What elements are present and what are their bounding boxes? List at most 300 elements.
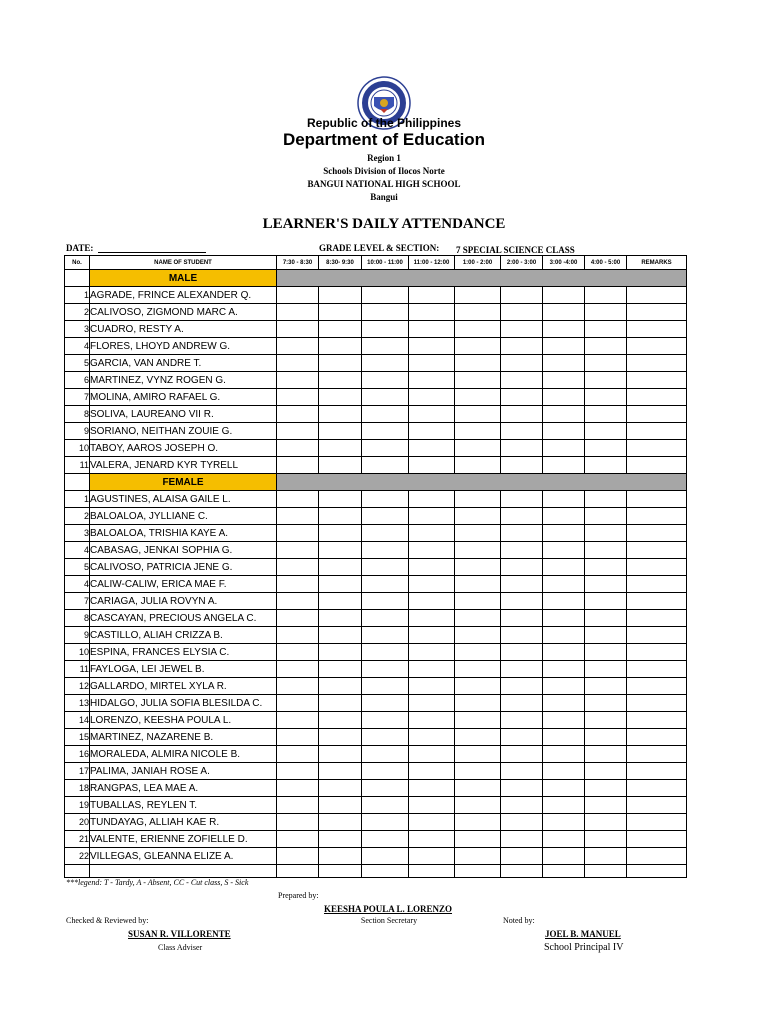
attendance-cell: [501, 746, 543, 763]
student-row: [65, 661, 687, 678]
attendance-cell: [362, 610, 409, 627]
attendance-cell: [627, 423, 687, 440]
attendance-cell: [585, 831, 627, 848]
attendance-cell: [409, 746, 455, 763]
student-name: CALIVOSO, PATRICIA JENE G.: [90, 559, 277, 576]
attendance-cell: [409, 678, 455, 695]
student-name: TABOY, AAROS JOSEPH O.: [90, 440, 277, 457]
student-number: 10: [65, 440, 90, 457]
attendance-cell: [585, 338, 627, 355]
student-number: 1: [65, 491, 90, 508]
attendance-cell: [409, 542, 455, 559]
column-header: 1:00 - 2:00: [455, 256, 501, 270]
attendance-cell: [277, 423, 319, 440]
attendance-cell: [585, 559, 627, 576]
attendance-cell: [409, 440, 455, 457]
attendance-cell: [409, 406, 455, 423]
attendance-cell: [277, 746, 319, 763]
attendance-cell: [627, 321, 687, 338]
student-number: 16: [65, 746, 90, 763]
attendance-cell: [543, 559, 585, 576]
attendance-cell: [501, 661, 543, 678]
attendance-cell: [543, 491, 585, 508]
empty-cell: [543, 865, 585, 878]
student-name: CABASAG, JENKAI SOPHIA G.: [90, 542, 277, 559]
attendance-cell: [543, 695, 585, 712]
student-row: [65, 491, 687, 508]
attendance-cell: [627, 746, 687, 763]
attendance-cell: [501, 729, 543, 746]
student-row: [65, 576, 687, 593]
student-row: [65, 338, 687, 355]
section-label: MALE: [90, 270, 277, 287]
student-number: 17: [65, 763, 90, 780]
attendance-cell: [319, 848, 362, 865]
student-name: MARTINEZ, VYNZ ROGEN G.: [90, 372, 277, 389]
attendance-cell: [319, 831, 362, 848]
attendance-cell: [543, 814, 585, 831]
student-name: MARTINEZ, NAZARENE B.: [90, 729, 277, 746]
attendance-cell: [543, 321, 585, 338]
student-row: [65, 559, 687, 576]
attendance-cell: [362, 644, 409, 661]
student-row: [65, 525, 687, 542]
attendance-cell: [543, 287, 585, 304]
region-label: Region 1: [367, 153, 401, 163]
attendance-cell: [585, 508, 627, 525]
attendance-cell: [362, 287, 409, 304]
empty-cell: [319, 865, 362, 878]
attendance-cell: [455, 304, 501, 321]
attendance-cell: [409, 304, 455, 321]
attendance-cell: [627, 508, 687, 525]
attendance-cell: [543, 780, 585, 797]
student-name: VILLEGAS, GLEANNA ELIZE A.: [90, 848, 277, 865]
attendance-cell: [627, 338, 687, 355]
attendance-cell: [543, 797, 585, 814]
student-number: 2: [65, 304, 90, 321]
attendance-cell: [627, 372, 687, 389]
student-number: 8: [65, 610, 90, 627]
attendance-cell: [627, 627, 687, 644]
student-name: CASTILLO, ALIAH CRIZZA B.: [90, 627, 277, 644]
attendance-cell: [319, 763, 362, 780]
student-name: VALENTE, ERIENNE ZOFIELLE D.: [90, 831, 277, 848]
student-row: [65, 287, 687, 304]
attendance-cell: [319, 440, 362, 457]
attendance-cell: [585, 457, 627, 474]
attendance-cell: [409, 576, 455, 593]
attendance-cell: [501, 797, 543, 814]
attendance-cell: [585, 610, 627, 627]
attendance-cell: [627, 389, 687, 406]
attendance-cell: [543, 355, 585, 372]
student-number: 7: [65, 593, 90, 610]
attendance-cell: [409, 338, 455, 355]
attendance-cell: [277, 355, 319, 372]
attendance-cell: [362, 746, 409, 763]
attendance-cell: [277, 321, 319, 338]
attendance-cell: [277, 678, 319, 695]
attendance-cell: [362, 559, 409, 576]
attendance-cell: [409, 423, 455, 440]
attendance-cell: [543, 304, 585, 321]
student-name: CARIAGA, JULIA ROVYN A.: [90, 593, 277, 610]
attendance-cell: [543, 729, 585, 746]
attendance-cell: [319, 627, 362, 644]
student-row: [65, 797, 687, 814]
attendance-cell: [409, 695, 455, 712]
attendance-cell: [362, 525, 409, 542]
student-name: FLORES, LHOYD ANDREW G.: [90, 338, 277, 355]
attendance-cell: [543, 644, 585, 661]
student-name: BALOALOA, TRISHIA KAYE A.: [90, 525, 277, 542]
attendance-cell: [501, 372, 543, 389]
attendance-cell: [585, 542, 627, 559]
attendance-cell: [409, 729, 455, 746]
attendance-cell: [455, 576, 501, 593]
attendance-cell: [362, 321, 409, 338]
attendance-cell: [455, 440, 501, 457]
attendance-cell: [627, 797, 687, 814]
attendance-cell: [455, 814, 501, 831]
attendance-cell: [319, 355, 362, 372]
attendance-cell: [455, 610, 501, 627]
attendance-cell: [455, 525, 501, 542]
attendance-cell: [362, 814, 409, 831]
student-name: AGUSTINES, ALAISA GAILE L.: [90, 491, 277, 508]
attendance-cell: [362, 678, 409, 695]
student-name: BALOALOA, JYLLIANE C.: [90, 508, 277, 525]
attendance-cell: [627, 678, 687, 695]
student-number: 11: [65, 661, 90, 678]
attendance-cell: [409, 491, 455, 508]
attendance-cell: [409, 797, 455, 814]
attendance-cell: [501, 457, 543, 474]
section-label: FEMALE: [90, 474, 277, 491]
attendance-cell: [319, 372, 362, 389]
student-number: 4: [65, 542, 90, 559]
attendance-cell: [501, 814, 543, 831]
attendance-cell: [277, 763, 319, 780]
column-header: NAME OF STUDENT: [90, 256, 277, 270]
student-row: [65, 457, 687, 474]
attendance-cell: [409, 780, 455, 797]
checked-by-label: Checked & Reviewed by:: [66, 916, 149, 925]
student-row: [65, 695, 687, 712]
student-number: 11: [65, 457, 90, 474]
noted-by-label: Noted by:: [503, 916, 535, 925]
attendance-cell: [501, 610, 543, 627]
attendance-cell: [543, 372, 585, 389]
attendance-cell: [409, 389, 455, 406]
attendance-cell: [627, 304, 687, 321]
attendance-cell: [455, 423, 501, 440]
attendance-cell: [277, 695, 319, 712]
attendance-cell: [409, 321, 455, 338]
attendance-cell: [362, 542, 409, 559]
student-row: [65, 831, 687, 848]
attendance-cell: [627, 644, 687, 661]
attendance-cell: [409, 355, 455, 372]
attendance-cell: [501, 406, 543, 423]
attendance-cell: [455, 763, 501, 780]
empty-cell: [362, 865, 409, 878]
student-number: 21: [65, 831, 90, 848]
attendance-cell: [319, 457, 362, 474]
attendance-cell: [627, 848, 687, 865]
student-number: 10: [65, 644, 90, 661]
attendance-cell: [585, 304, 627, 321]
attendance-cell: [319, 321, 362, 338]
attendance-cell: [277, 372, 319, 389]
student-number: 9: [65, 423, 90, 440]
attendance-cell: [362, 729, 409, 746]
attendance-cell: [362, 797, 409, 814]
section-band: [277, 270, 687, 287]
attendance-cell: [362, 576, 409, 593]
student-name: TUBALLAS, REYLEN T.: [90, 797, 277, 814]
checker-role: Class Adviser: [158, 943, 203, 952]
attendance-cell: [585, 797, 627, 814]
student-row: [65, 508, 687, 525]
attendance-cell: [585, 644, 627, 661]
attendance-cell: [543, 576, 585, 593]
student-row: [65, 848, 687, 865]
attendance-cell: [277, 814, 319, 831]
student-row: [65, 355, 687, 372]
student-row: [65, 542, 687, 559]
attendance-cell: [409, 593, 455, 610]
attendance-cell: [543, 610, 585, 627]
attendance-cell: [627, 593, 687, 610]
attendance-cell: [627, 610, 687, 627]
column-header: 3:00 -4:00: [543, 256, 585, 270]
student-number: 13: [65, 695, 90, 712]
attendance-cell: [362, 712, 409, 729]
attendance-cell: [409, 644, 455, 661]
student-row: [65, 610, 687, 627]
attendance-cell: [455, 321, 501, 338]
student-number: 5: [65, 355, 90, 372]
student-number: 3: [65, 525, 90, 542]
attendance-cell: [501, 508, 543, 525]
attendance-cell: [362, 440, 409, 457]
attendance-cell: [277, 627, 319, 644]
attendance-cell: [501, 695, 543, 712]
attendance-cell: [455, 712, 501, 729]
attendance-cell: [319, 746, 362, 763]
attendance-cell: [277, 712, 319, 729]
attendance-cell: [455, 287, 501, 304]
attendance-cell: [501, 304, 543, 321]
date-label: DATE:: [66, 243, 94, 253]
attendance-cell: [277, 729, 319, 746]
empty-cell: [501, 865, 543, 878]
attendance-cell: [501, 712, 543, 729]
student-row: [65, 780, 687, 797]
attendance-cell: [627, 525, 687, 542]
attendance-cell: [501, 559, 543, 576]
attendance-cell: [627, 712, 687, 729]
attendance-cell: [319, 712, 362, 729]
attendance-cell: [362, 780, 409, 797]
attendance-cell: [543, 423, 585, 440]
attendance-cell: [319, 525, 362, 542]
student-name: SOLIVA, LAUREANO VII R.: [90, 406, 277, 423]
attendance-cell: [277, 525, 319, 542]
attendance-cell: [455, 491, 501, 508]
attendance-cell: [409, 508, 455, 525]
attendance-cell: [409, 610, 455, 627]
attendance-cell: [455, 848, 501, 865]
attendance-cell: [543, 338, 585, 355]
attendance-cell: [585, 678, 627, 695]
attendance-cell: [543, 831, 585, 848]
column-header: 4:00 - 5:00: [585, 256, 627, 270]
attendance-cell: [277, 304, 319, 321]
attendance-cell: [543, 763, 585, 780]
attendance-cell: [501, 525, 543, 542]
attendance-cell: [543, 440, 585, 457]
student-name: CASCAYAN, PRECIOUS ANGELA C.: [90, 610, 277, 627]
attendance-cell: [627, 287, 687, 304]
student-number: 6: [65, 372, 90, 389]
student-row: [65, 304, 687, 321]
attendance-cell: [501, 287, 543, 304]
section-band: [277, 474, 687, 491]
attendance-cell: [543, 525, 585, 542]
attendance-cell: [585, 440, 627, 457]
table-header-row: [65, 256, 687, 270]
attendance-cell: [409, 763, 455, 780]
attendance-cell: [501, 423, 543, 440]
attendance-cell: [362, 338, 409, 355]
attendance-cell: [627, 814, 687, 831]
attendance-cell: [362, 355, 409, 372]
attendance-cell: [319, 491, 362, 508]
empty-cell: [585, 865, 627, 878]
attendance-cell: [455, 457, 501, 474]
attendance-cell: [627, 661, 687, 678]
student-row: [65, 627, 687, 644]
attendance-cell: [627, 491, 687, 508]
attendance-cell: [501, 831, 543, 848]
attendance-cell: [409, 712, 455, 729]
school-name: BANGUI NATIONAL HIGH SCHOOL: [307, 179, 461, 189]
attendance-cell: [543, 457, 585, 474]
column-header: 11:00 - 12:00: [409, 256, 455, 270]
student-name: TUNDAYAG, ALLIAH KAE R.: [90, 814, 277, 831]
section-header-row: [65, 270, 687, 287]
attendance-cell: [319, 508, 362, 525]
student-row: [65, 814, 687, 831]
attendance-cell: [362, 848, 409, 865]
attendance-cell: [455, 746, 501, 763]
attendance-cell: [362, 508, 409, 525]
column-header: REMARKS: [627, 256, 687, 270]
attendance-cell: [319, 593, 362, 610]
student-row: [65, 763, 687, 780]
department-title: Department of Education: [282, 130, 486, 149]
attendance-cell: [585, 814, 627, 831]
attendance-cell: [627, 457, 687, 474]
attendance-cell: [501, 848, 543, 865]
attendance-cell: [362, 695, 409, 712]
student-row: [65, 423, 687, 440]
attendance-cell: [543, 678, 585, 695]
student-row: [65, 678, 687, 695]
student-row: [65, 593, 687, 610]
column-header: 8:30- 9:30: [319, 256, 362, 270]
attendance-cell: [455, 797, 501, 814]
attendance-cell: [627, 695, 687, 712]
attendance-cell: [501, 321, 543, 338]
attendance-cell: [455, 661, 501, 678]
attendance-cell: [319, 389, 362, 406]
division-label: Schools Division of Ilocos Norte: [323, 166, 445, 176]
attendance-cell: [627, 355, 687, 372]
attendance-cell: [319, 338, 362, 355]
student-number: 22: [65, 848, 90, 865]
attendance-cell: [319, 423, 362, 440]
student-row: [65, 406, 687, 423]
empty-cell: [65, 474, 90, 491]
attendance-cell: [409, 661, 455, 678]
attendance-cell: [455, 644, 501, 661]
student-name: CUADRO, RESTY A.: [90, 321, 277, 338]
column-header: 2:00 - 3:00: [501, 256, 543, 270]
noter-role: School Principal IV: [544, 942, 624, 953]
legend-note: ***legend: T - Tardy, A - Absent, CC - Cut class, S - Sick: [66, 878, 249, 887]
attendance-cell: [319, 780, 362, 797]
empty-cell: [277, 865, 319, 878]
republic-label: Republic of the Philippines: [306, 116, 461, 130]
attendance-cell: [501, 440, 543, 457]
attendance-cell: [543, 746, 585, 763]
attendance-cell: [543, 389, 585, 406]
attendance-cell: [585, 780, 627, 797]
attendance-cell: [319, 814, 362, 831]
student-name: MOLINA, AMIRO RAFAEL G.: [90, 389, 277, 406]
attendance-cell: [362, 831, 409, 848]
student-row: [65, 372, 687, 389]
attendance-cell: [543, 848, 585, 865]
attendance-cell: [585, 287, 627, 304]
attendance-cell: [585, 763, 627, 780]
noter-name: JOEL B. MANUEL: [545, 929, 621, 939]
attendance-cell: [277, 338, 319, 355]
attendance-cell: [319, 406, 362, 423]
town-label: Bangui: [370, 192, 398, 202]
student-row: [65, 389, 687, 406]
attendance-cell: [585, 355, 627, 372]
attendance-cell: [277, 287, 319, 304]
attendance-cell: [501, 542, 543, 559]
attendance-cell: [277, 848, 319, 865]
attendance-cell: [409, 372, 455, 389]
attendance-cell: [409, 287, 455, 304]
attendance-cell: [627, 729, 687, 746]
attendance-cell: [627, 576, 687, 593]
student-name: HIDALGO, JULIA SOFIA BLESILDA C.: [90, 695, 277, 712]
attendance-cell: [362, 372, 409, 389]
attendance-cell: [455, 627, 501, 644]
student-number: 8: [65, 406, 90, 423]
attendance-cell: [543, 593, 585, 610]
student-number: 19: [65, 797, 90, 814]
student-number: 3: [65, 321, 90, 338]
